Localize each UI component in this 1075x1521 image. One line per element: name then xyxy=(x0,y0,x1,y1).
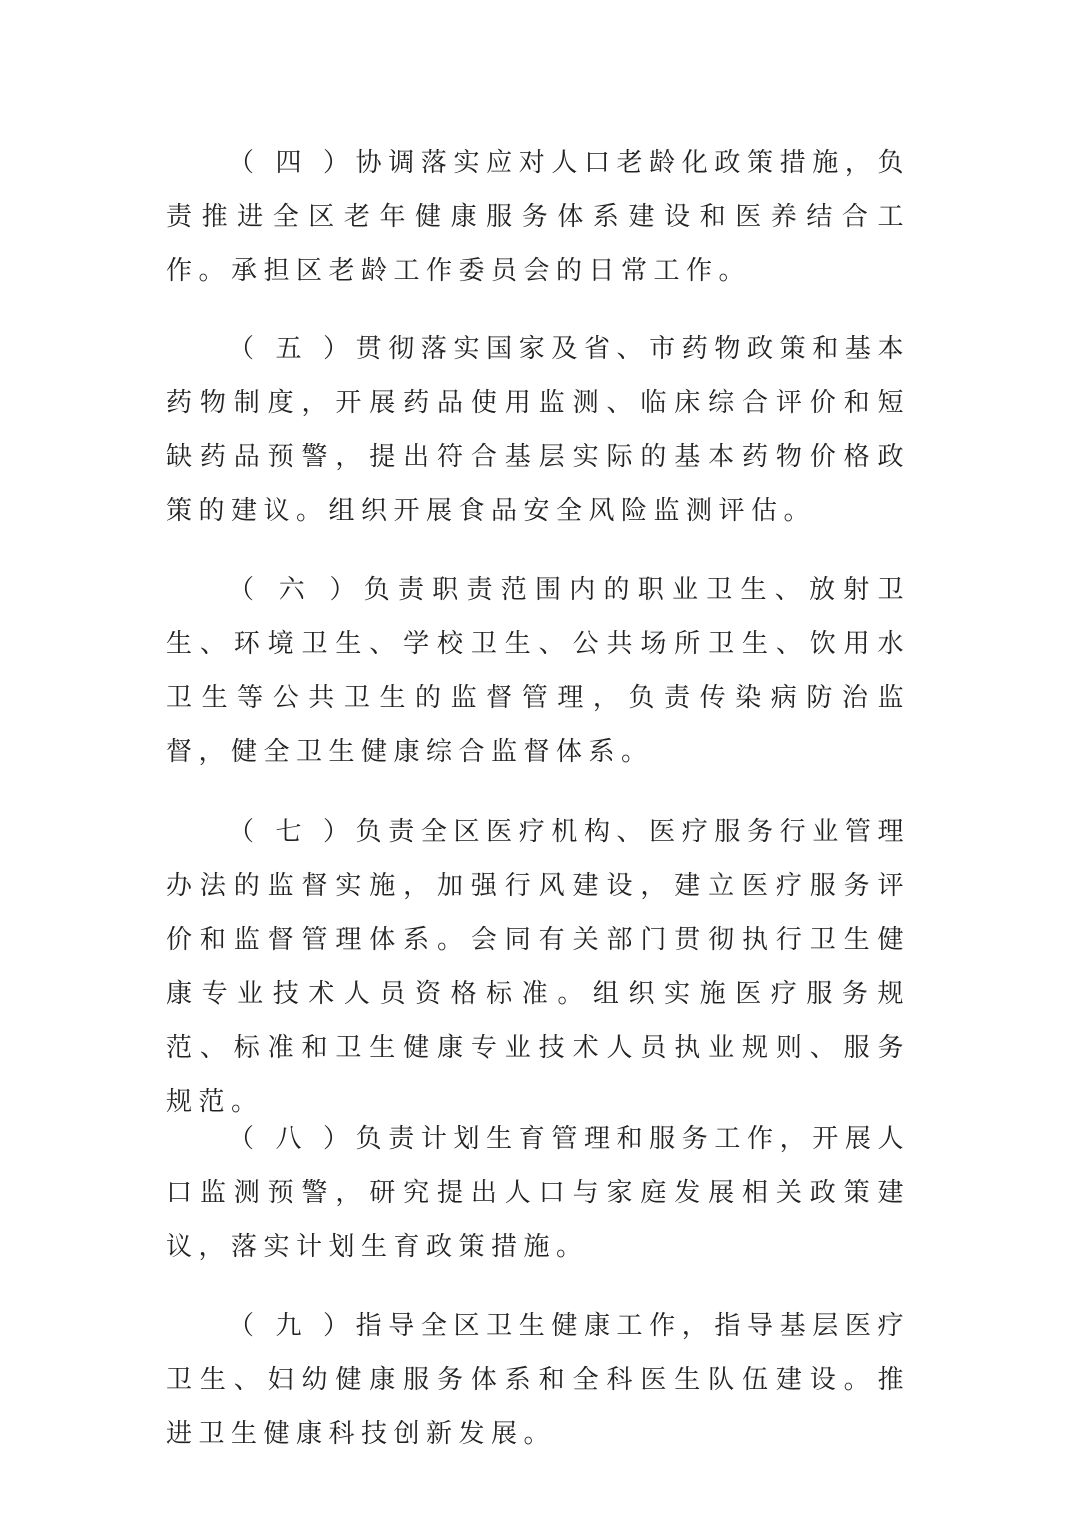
paragraph-item-4: （ 四 ）协调落实应对人口老龄化政策措施，负责推进全区老年健康服务体系建设和医养结合工作。承担区老龄工作委员会的日常工作。 xyxy=(166,148,910,286)
paragraph-item-7: （ 七 ）负责全区医疗机构、医疗服务行业管理办法的监督实施，加强行风建设，建立医疗服务评价和监督管理体系。会同有关部门贯彻执行卫生健康专业技术人员资格标准。组织实施医疗服务规范、标准和卫生健康专业技术人员执业规则、服务规范。 xyxy=(166,817,910,1117)
paragraph-item-8: （ 八 ）负责计划生育管理和服务工作，开展人口监测预警，研究提出人口与家庭发展相关政策建议，落实计划生育政策措施。 xyxy=(166,1124,910,1262)
paragraph-item-9: （ 九 ）指导全区卫生健康工作，指导基层医疗卫生、妇幼健康服务体系和全科医生队伍建设。推进卫生健康科技创新发展。 xyxy=(166,1311,910,1449)
paragraph-item-6: （ 六 ）负责职责范围内的职业卫生、放射卫生、环境卫生、学校卫生、公共场所卫生、饮用水卫生等公共卫生的监督管理，负责传染病防治监督，健全卫生健康综合监督体系。 xyxy=(166,575,910,767)
paragraph-item-5: （ 五 ）贯彻落实国家及省、市药物政策和基本药物制度，开展药品使用监测、临床综合评价和短缺药品预警，提出符合基层实际的基本药物价格政策的建议。组织开展食品安全风险监测评估。 xyxy=(166,334,910,526)
